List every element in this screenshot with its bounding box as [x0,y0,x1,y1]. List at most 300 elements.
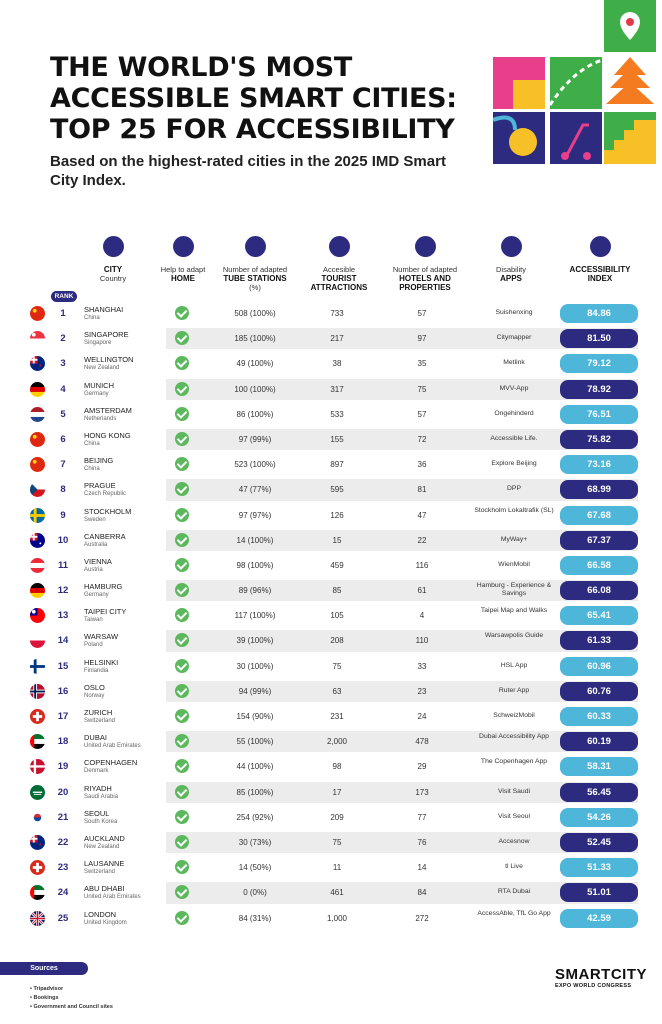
rank-number: 9 [60,509,66,521]
rank-number: 7 [60,459,66,471]
attractions-value: 733 [330,309,344,318]
poland-flag-icon [30,633,45,648]
check-icon [175,583,189,597]
city-cell [84,482,174,498]
app-name: Accessible Life. [490,434,538,442]
city-name: AUCKLAND [84,833,125,843]
rank-number: 19 [57,761,69,773]
accessibility-index-badge: 73.16 [560,455,638,474]
china-flag-icon [30,457,45,472]
sweden-flag-icon [30,508,45,523]
germany-flag-icon [30,382,45,397]
table-row [30,654,638,679]
ranking-table [30,301,638,931]
tube-stations-value: 523 (100%) [234,460,276,470]
app-name: Stockholm Lokaltrafik (SL) [474,506,554,514]
table-row [30,679,638,704]
header-hotels: Number of adapted HOTELS AND PROPERTIES [385,236,465,292]
rank-number: 23 [57,862,69,874]
tube-stations-value: 97 (97%) [238,510,272,520]
check-icon [175,911,189,925]
hotels-value: 22 [417,535,427,545]
city-name: SEOUL [84,808,110,818]
china-flag-icon [30,432,45,447]
table-row [30,377,638,402]
hotels-value: 14 [417,863,427,873]
country-name: Singapore [84,340,112,347]
check-icon [175,860,189,874]
table-row [30,704,638,729]
attractions-value: 126 [330,510,344,520]
uae-flag-icon [30,734,45,749]
attractions-value: 105 [330,611,344,621]
tube-stations-value: 86 (100%) [236,409,274,419]
city-cell [84,709,174,725]
check-icon [175,608,189,622]
app-name: Dubai Accessibility App [479,733,549,741]
hotels-value: 57 [417,309,427,318]
app-name: Ruter App [498,686,530,694]
hotels-value: 84 [417,888,427,898]
country-name: Saudi Arabia [84,793,119,800]
city-name: DUBAI [84,733,107,743]
hotels-value: 76 [417,837,427,847]
app-name: AccessAble, TfL Go App [477,909,551,917]
page-title [50,52,457,145]
nz-flag-icon [30,356,45,371]
tube-stations-value: 14 (50%) [238,863,272,873]
singapore-flag-icon [30,331,45,346]
title-line-2: ACCESSIBLE SMART CITIES: [50,83,457,114]
rank-number: 21 [57,811,69,823]
app-name: Explore Beijing [491,460,537,468]
city-cell [84,508,174,524]
country-name: Germany [84,592,109,599]
table-row [30,301,638,326]
korea-flag-icon [30,810,45,825]
hotels-value: 4 [419,611,425,621]
table-row [30,780,638,805]
rank-number: 25 [57,912,69,924]
title-line-1: THE WORLD'S MOST [50,52,352,83]
location-pin-icon [103,236,124,257]
sources-label: Sources [0,962,88,975]
city-cell [84,457,174,473]
phone-icon [501,236,522,257]
app-name: SchweizMobil [493,712,535,719]
tube-stations-value: 0 (0%) [243,888,267,898]
city-name: COPENHAGEN [84,758,138,768]
city-name: LONDON [84,909,117,919]
attractions-value: 15 [332,535,342,545]
rank-number: 8 [60,484,66,496]
accessibility-index-badge: 67.68 [560,506,638,525]
tube-stations-value: 98 (100%) [236,560,274,570]
rank-number: 16 [57,685,69,697]
rank-number: 22 [57,836,69,848]
city-name: MUNICH [84,380,114,390]
accessibility-index-badge: 60.96 [560,657,638,676]
country-name: New Zealand [84,843,120,850]
rank-number: 6 [60,433,66,445]
attractions-value: 208 [330,636,344,646]
app-name: Warsawpolis Guide [484,632,544,640]
saudi-flag-icon [30,785,45,800]
table-row [30,754,638,779]
app-name: MVV-App [499,384,529,392]
header-apps: Disability APPS [480,236,542,283]
switzerland-flag-icon [30,709,45,724]
tube-stations-value: 44 (100%) [236,762,274,772]
source-item: • Government and Council sites [30,1003,113,1012]
city-cell [84,331,174,347]
accessibility-index-badge: 68.99 [560,480,638,499]
city-cell [84,684,174,700]
netherlands-flag-icon [30,407,45,422]
app-name: HSL App [500,661,528,669]
tube-stations-value: 154 (90%) [236,712,274,721]
table-row [30,427,638,452]
rank-number: 2 [60,333,66,345]
check-icon [175,709,189,723]
header-index: ACCESSIBILITY INDEX [565,236,635,283]
app-name: WienMobil [498,560,530,568]
rank-number: 3 [60,358,66,370]
app-name: tl Live [505,863,523,871]
accessibility-index-badge: 52.45 [560,833,638,852]
hotels-value: 72 [417,434,427,444]
taiwan-flag-icon [30,608,45,623]
nz-flag-icon [30,835,45,850]
check-icon [175,457,189,471]
hotels-value: 173 [415,787,429,797]
attractions-value: 459 [330,560,344,570]
finland-flag-icon [30,659,45,674]
tube-stations-value: 94 (99%) [238,686,272,696]
check-icon [175,810,189,824]
accessibility-index-badge: 61.33 [560,631,638,650]
check-icon [175,558,189,572]
tube-stations-value: 97 (99%) [238,434,272,444]
rank-number: 24 [57,887,69,899]
hotels-value: 24 [417,712,427,721]
norway-flag-icon [30,684,45,699]
hotels-value: 57 [417,409,427,419]
attractions-value: 38 [332,359,342,369]
accessibility-index-badge: 65.41 [560,606,638,625]
attractions-value: 63 [332,686,342,696]
check-icon [175,759,189,773]
attractions-value: 317 [330,384,344,394]
home-icon [173,236,194,257]
check-icon [175,356,189,370]
table-row [30,402,638,427]
hotels-value: 77 [417,812,427,822]
city-name: SHANGHAI [84,305,124,314]
check-icon [175,382,189,396]
country-name: Germany [84,390,109,397]
country-name: South Korea [84,818,118,825]
table-row [30,351,638,376]
museum-icon [329,236,350,257]
check-icon [175,659,189,673]
city-cell [84,407,174,423]
city-cell [84,533,174,549]
decorative-illustration [493,0,662,170]
table-row [30,477,638,502]
attractions-value: 533 [330,409,344,419]
attractions-value: 11 [332,863,342,873]
city-cell [84,608,174,624]
check-icon [175,533,189,547]
rank-number: 5 [60,408,66,420]
accessibility-index-badge: 66.58 [560,556,638,575]
city-name: HAMBURG [84,582,123,592]
accessibility-index-badge: 76.51 [560,405,638,424]
country-name: Switzerland [84,718,116,724]
attractions-value: 231 [330,712,344,721]
table-row [30,578,638,603]
app-name: The Copenhagen App [480,758,548,766]
table-row [30,880,638,905]
attractions-value: 897 [330,460,344,470]
accessibility-index-badge: 60.19 [560,732,638,751]
rank-number: 15 [57,660,69,672]
check-icon [175,684,189,698]
city-name: ABU DHABI [84,884,125,894]
rank-number: 11 [57,559,69,571]
app-name: DPP [507,485,521,493]
city-cell [84,306,174,322]
rank-number: 10 [57,534,69,546]
subtitle: Based on the highest-rated cities in the 2025 IMD Smart City Index. [50,153,446,189]
city-cell [84,356,174,372]
attractions-value: 98 [332,762,342,772]
city-cell [84,810,174,826]
source-item: • Tripadvisor [30,985,113,994]
accessibility-index-badge: 58.31 [560,757,638,776]
table-row [30,503,638,528]
check-icon [175,835,189,849]
country-name: Netherlands [84,415,117,422]
hotels-value: 75 [417,384,427,394]
table-row [30,628,638,653]
sources-list [30,985,113,1012]
app-name: Visit Seoul [498,812,530,820]
city-cell [84,885,174,901]
denmark-flag-icon [30,759,45,774]
hotels-value: 29 [417,762,427,772]
austria-flag-icon [30,558,45,573]
city-cell [84,432,174,448]
tube-stations-value: 30 (73%) [238,837,272,847]
city-name: TAIPEI CITY [84,607,127,617]
wheelchair-icon [590,236,611,257]
country-name: China [84,440,100,447]
attractions-value: 461 [330,888,344,898]
table-row [30,906,638,931]
rank-number: 1 [60,308,66,319]
city-cell [84,860,174,876]
city-name: AMSTERDAM [84,405,132,415]
smartcity-logo: SMARTCITY EXPO WORLD CONGRESS [555,966,647,989]
table-row [30,805,638,830]
rank-number: 12 [57,585,69,597]
attractions-value: 595 [330,485,344,495]
accessibility-index-badge: 67.37 [560,531,638,550]
city-name: ZURICH [84,708,113,717]
app-name: Hamburg - Experience & Savings [476,582,552,598]
city-name: CANBERRA [84,531,126,541]
city-name: VIENNA [84,556,112,566]
city-name: SINGAPORE [84,330,129,340]
uae-flag-icon [30,885,45,900]
accessibility-index-badge: 79.12 [560,354,638,373]
country-name: United Kingdom [84,919,127,926]
table-row [30,729,638,754]
australia-flag-icon [30,533,45,548]
attractions-value: 2,000 [326,737,348,747]
attractions-value: 209 [330,812,344,822]
tube-stations-value: 14 (100%) [236,535,274,545]
country-name: Denmark [84,768,109,775]
attractions-value: 75 [332,661,342,671]
country-name: China [84,315,100,321]
table-row [30,452,638,477]
china-flag-icon [30,306,45,321]
hotels-value: 116 [415,560,429,570]
rank-number: 18 [57,736,69,748]
tube-stations-value: 39 (100%) [236,636,274,646]
attractions-value: 155 [330,434,344,444]
attractions-value: 217 [330,334,344,344]
tube-stations-value: 508 (100%) [234,309,276,318]
city-name: WELLINGTON [84,355,134,365]
hotel-icon [415,236,436,257]
header-rank: RANK [51,291,77,302]
table-row [30,528,638,553]
tube-stations-value: 30 (100%) [236,661,274,671]
app-name: RTA Dubai [497,888,531,896]
hotels-value: 36 [417,460,427,470]
check-icon [175,306,189,320]
accessibility-index-badge: 54.26 [560,808,638,827]
header-city: CITY Country [90,236,136,283]
rank-number: 13 [57,610,69,622]
tube-stations-value: 89 (96%) [238,586,272,596]
attractions-value: 75 [332,837,342,847]
accessibility-index-badge: 84.86 [560,304,638,323]
switzerland-flag-icon [30,860,45,875]
city-cell [84,734,174,750]
rank-number: 4 [60,383,66,395]
country-name: United Arab Emirates [84,894,141,901]
country-name: New Zealand [84,365,120,372]
uk-flag-icon [30,911,45,926]
hotels-value: 47 [417,510,427,520]
app-name: MyWay+ [500,535,528,543]
country-name: Australia [84,541,108,548]
tube-stations-value: 185 (100%) [234,334,276,344]
hotels-value: 97 [417,334,427,344]
tube-stations-value: 254 (92%) [236,812,274,822]
accessibility-index-badge: 56.45 [560,783,638,802]
check-icon [175,508,189,522]
tube-stations-value: 117 (100%) [234,611,276,621]
country-name: Austria [84,566,103,573]
tube-stations-value: 49 (100%) [236,359,274,369]
check-icon [175,407,189,421]
check-icon [175,785,189,799]
accessibility-index-badge: 51.01 [560,883,638,902]
app-name: Citymapper [496,334,532,342]
accessibility-index-badge: 60.33 [560,707,638,726]
hotels-value: 33 [417,661,427,671]
attractions-value: 17 [332,787,342,797]
app-name: Metlink [503,359,525,367]
rank-number: 20 [57,786,69,798]
accessibility-index-badge: 78.92 [560,380,638,399]
country-name: Sweden [84,516,106,523]
city-cell [84,911,174,927]
czech-flag-icon [30,482,45,497]
app-name: Accesnow [498,837,530,845]
rank-number: 17 [57,711,69,722]
country-name: United Arab Emirates [84,743,141,750]
tube-stations-value: 47 (77%) [238,485,272,495]
country-name: Taiwan [84,617,103,624]
attractions-value: 85 [332,586,342,596]
attractions-value: 1,000 [326,913,348,923]
accessibility-index-badge: 60.76 [560,682,638,701]
header-attractions: Accesible TOURIST ATTRACTIONS [305,236,373,292]
app-name: Ongehinderd [494,409,534,417]
country-name: Czech Republic [84,491,127,498]
accessibility-index-badge: 51.33 [560,858,638,877]
country-name: Finlandia [84,667,109,674]
city-cell [84,382,174,398]
title-line-3: TOP 25 FOR ACCESSIBILITY [50,114,455,145]
rank-number: 14 [57,635,69,647]
app-name: Suishenxing [495,309,533,316]
table-row [30,603,638,628]
hotels-value: 110 [415,636,429,646]
city-cell [84,785,174,801]
city-cell [84,759,174,775]
accessibility-index-badge: 81.50 [560,329,638,348]
hotels-value: 272 [415,913,429,923]
accessibility-index-badge: 42.59 [560,909,638,928]
city-cell [84,659,174,675]
tube-stations-value: 84 (31%) [238,913,272,923]
source-item: • Bookings [30,994,113,1003]
country-name: Switzerland [84,869,116,876]
city-name: STOCKHOLM [84,506,132,516]
city-cell [84,558,174,574]
hotels-value: 61 [417,586,427,596]
accessibility-index-badge: 75.82 [560,430,638,449]
city-cell [84,835,174,851]
city-name: BEIJING [84,456,114,466]
city-cell [84,633,174,649]
country-name: China [84,466,100,473]
city-cell [84,583,174,599]
tube-stations-value: 85 (100%) [236,787,274,797]
city-name: PRAGUE [84,481,116,491]
city-name: LAUSANNE [84,859,125,869]
hotels-value: 478 [415,737,429,747]
tube-stations-value: 100 (100%) [234,384,276,394]
